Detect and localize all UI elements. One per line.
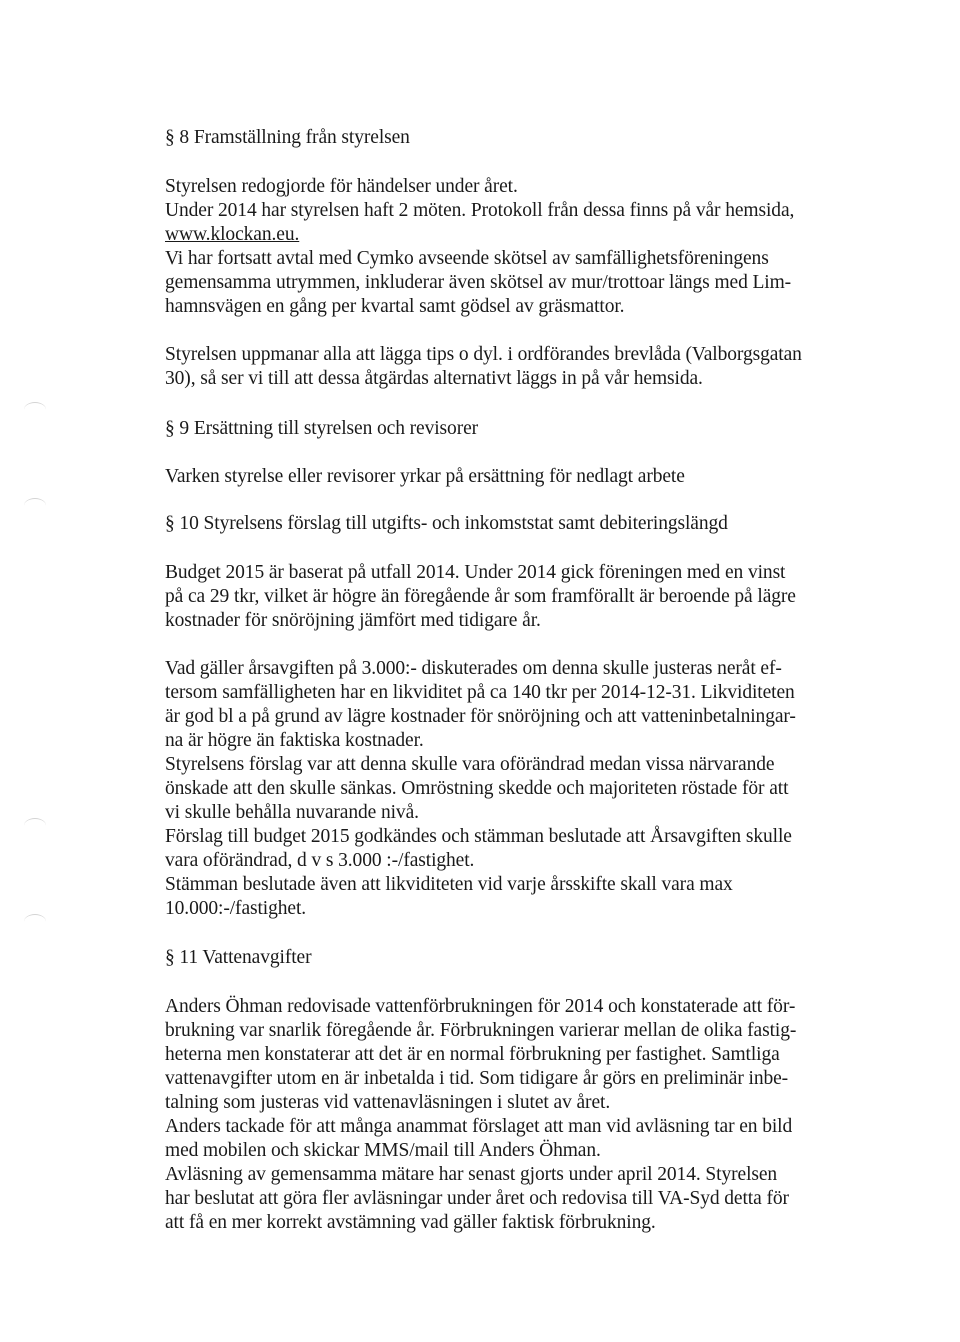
website-link[interactable]: www.klockan.eu. — [165, 224, 300, 245]
section-11-heading: § 11 Vattenavgifter — [165, 947, 312, 968]
text-line: na är högre än faktiska kostnader. — [165, 730, 424, 751]
scan-mark — [24, 818, 46, 833]
text-line: vara oförändrad, d v s 3.000 :-/fastighet. — [165, 850, 475, 871]
text-line: att få en mer korrekt avstämning vad gäller faktisk förbrukning. — [165, 1212, 656, 1233]
section-10-heading: § 10 Styrelsens förslag till utgifts- och inkomststat samt debiteringslängd — [165, 513, 728, 534]
text-line: Varken styrelse eller revisorer yrkar på ersättning för nedlagt arbete — [165, 466, 685, 487]
text-line: Budget 2015 är baserat på utfall 2014. Under 2014 gick föreningen med en vinst — [165, 562, 786, 583]
scan-mark — [24, 498, 46, 513]
text-line: 30), så ser vi till att dessa åtgärdas alternativt läggs in på vår hemsida. — [165, 368, 703, 389]
text-line: kostnader för snöröjning jämfört med tidigare år. — [165, 610, 541, 631]
text-line: Stämman beslutade även att likviditeten vid varje årsskifte skall vara max — [165, 874, 733, 895]
text-line: tersom samfälligheten har en likviditet på ca 140 tkr per 2014-12-31. Likviditeten — [165, 682, 795, 703]
section-9-heading: § 9 Ersättning till styrelsen och revisorer — [165, 418, 479, 439]
text-line: Vi har fortsatt avtal med Cymko avseende skötsel av samfällighetsföreningens — [165, 248, 769, 269]
text-line: Vad gäller årsavgiften på 3.000:- diskuterades om denna skulle justeras neråt ef- — [165, 658, 782, 679]
scan-mark — [24, 914, 46, 929]
text-line: heterna men konstaterar att det är en normal förbrukning per fastighet. Samtliga — [165, 1044, 780, 1065]
text-line: hamnsvägen en gång per kvartal samt gödsel av gräsmattor. — [165, 296, 625, 317]
text-line: vi skulle behålla nuvarande nivå. — [165, 802, 419, 823]
text-line: talning som justeras vid vattenavläsningen i slutet av året. — [165, 1092, 611, 1113]
text-line: Under 2014 har styrelsen haft 2 möten. Protokoll från dessa finns på vår hemsida, — [165, 200, 795, 221]
text-line: vattenavgifter utom en är inbetalda i tid. Som tidigare år görs en preliminär inbe- — [165, 1068, 789, 1089]
section-8-heading: § 8 Framställning från styrelsen — [165, 127, 410, 148]
text-line: Styrelsens förslag var att denna skulle vara oförändrad medan vissa närvarande — [165, 754, 775, 775]
text-line: på ca 29 tkr, vilket är högre än föregående år som framförallt är beroende på lägre — [165, 586, 796, 607]
text-line: Anders tackade för att många anammat förslaget att man vid avläsning tar en bild — [165, 1116, 793, 1137]
text-line: med mobilen och skickar MMS/mail till Anders Öhman. — [165, 1140, 601, 1161]
text-line: är god bl a på grund av lägre kostnader för snöröjning och att vatteninbetalningar- — [165, 706, 796, 727]
text-line: Styrelsen redogjorde för händelser under året. — [165, 176, 518, 197]
text-line: gemensamma utrymmen, inkluderar även skötsel av mur/trottoar längs med Lim- — [165, 272, 792, 293]
text-line: Styrelsen uppmanar alla att lägga tips o dyl. i ordförandes brevlåda (Valborgsgatan — [165, 344, 802, 365]
text-line: Anders Öhman redovisade vattenförbrukningen för 2014 och konstaterade att för- — [165, 996, 796, 1017]
scan-mark — [24, 402, 46, 417]
text-line: brukning var snarlik föregående år. Förbrukningen varierar mellan de olika fastig- — [165, 1020, 797, 1041]
text-line: Avläsning av gemensamma mätare har senast gjorts under april 2014. Styrelsen — [165, 1164, 778, 1185]
text-line: har beslutat att göra fler avläsningar under året och redovisa till VA-Syd detta för — [165, 1188, 789, 1209]
text-line: önskade att den skulle sänkas. Omröstning skedde och majoriteten röstade för att — [165, 778, 789, 799]
text-line: 10.000:-/fastighet. — [165, 898, 307, 919]
text-line: Förslag till budget 2015 godkändes och stämman beslutade att Årsavgiften skulle — [165, 826, 792, 847]
